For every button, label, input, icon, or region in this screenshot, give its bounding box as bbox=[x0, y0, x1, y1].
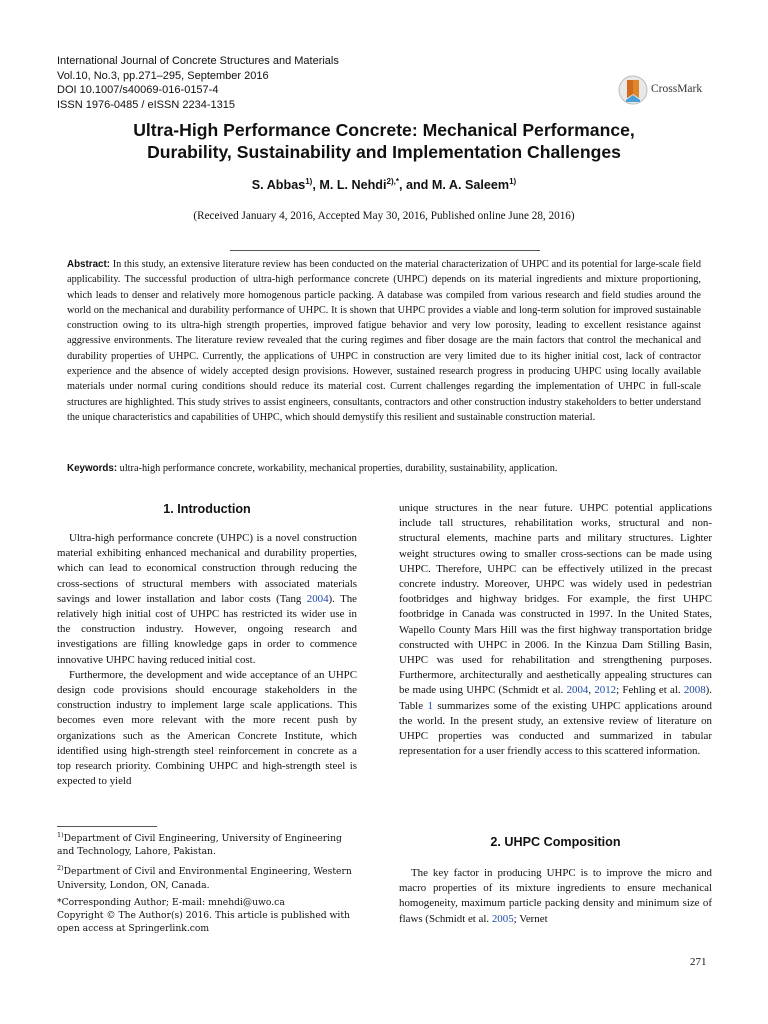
page-number: 271 bbox=[690, 956, 707, 968]
footnote-affiliation-1 bbox=[57, 829, 357, 858]
intro-p1-text-a: Ultra-high performance concrete (UHPC) is a novel construction material exhibiting enhanced mechanical and durability properties, which can lead to economical construction through reducing the cross-sections of structural members with associated materials savings and lower installation and labor costs (Tang bbox=[57, 532, 357, 605]
title-line-1: Ultra-High Performance Concrete: Mechanical Performance, bbox=[133, 120, 635, 140]
footnote-2-marker: 2) bbox=[57, 864, 64, 873]
intro-p3-text-a: unique structures in the near future. UHPC potential applications include tall structures, rehabilitation works, structural and non-structural elements, machine parts and military structures. Lighter weight structures owing to smaller cross-sections can be made using UHPC. Therefore, UHPC can be effectively utilized in the precast concrete industry. Moreover, UHPC was widely used in pedestrian footbridges and highway bridges. For example, the first UHPC footbridge in Canada was constructed in 1997. In the United States, Wapello County Mars Hill was the first highway transportation bridge constructed with UHPC in 2006. In the Kinzua Dam Stilling Basin, UHPC was used for rehabilitation and strengthening purposes. Furthermore, architecturally and aesthetically appealing structures can be made using UHPC (Schmidt et al. bbox=[399, 502, 712, 697]
journal-issn: ISSN 1976-0485 / eISSN 2234-1315 bbox=[57, 98, 235, 111]
author-saleem-affil: 1) bbox=[509, 177, 517, 186]
author-nehdi-affil: 2),* bbox=[386, 177, 399, 186]
intro-p3-text-mid: ; Fehling et al. bbox=[616, 684, 684, 697]
footnote-1-marker: 1) bbox=[57, 831, 64, 839]
intro-paragraph-3 bbox=[399, 501, 712, 759]
abstract bbox=[67, 257, 701, 425]
footnote-2-text: Department of Civil and Environmental Engineering, Western University, London, ON, Canada. bbox=[57, 866, 352, 891]
author-list bbox=[60, 177, 708, 192]
author-abbas-affil: 1) bbox=[305, 177, 313, 186]
footnote-copyright: Copyright © The Author(s) 2016. This article is published with open access at Springerlink.com bbox=[57, 910, 350, 935]
journal-name: International Journal of Concrete Structures and Materials bbox=[57, 55, 339, 67]
intro-p1-text-b: ). The relatively high initial cost of UHPC has restricted its wider use in the construction industry. However, ongoing research and investigations are filling knowledge gaps in order to commence innovative UHPC having reduced initial cost. bbox=[57, 592, 357, 666]
keywords bbox=[67, 461, 701, 476]
footnotes bbox=[57, 829, 357, 940]
citation-schmidt-2012[interactable]: 2012 bbox=[594, 684, 617, 697]
journal-info bbox=[57, 54, 339, 112]
intro-paragraph-2: Furthermore, the development and wide acceptance of an UHPC design code provisions should encourage stakeholders in the construction industry to implement large scale applications. This becomes even more relevant with the more recent push by organizations such as the American Concrete Institute, which identified using high-strength steel reinforcement in concrete as a top research priority. Combining UHPC and high-strength steel is expected to yield bbox=[57, 668, 357, 788]
author-saleem: M. A. Saleem bbox=[431, 178, 510, 193]
right-column bbox=[399, 501, 712, 759]
composition-p1-text-a: The key factor in producing UHPC is to improve the micro and macro properties of its mixture ingredients to ensure mechanical homogeneity, maximum particle packing density and minimum size of flaws (Schmidt et al. bbox=[399, 867, 712, 925]
received-dates: (Received January 4, 2016, Accepted May 30, 2016, Published online June 28, 2016) bbox=[193, 210, 575, 222]
crossmark-label: CrossMark bbox=[651, 83, 703, 95]
keywords-text: ultra-high performance concrete, workability, mechanical properties, durability, sustainability, application. bbox=[119, 463, 558, 474]
citation-schmidt-2004[interactable]: 2004 bbox=[566, 684, 589, 697]
journal-volume: Vol.10, No.3, pp.271–295, September 2016 bbox=[57, 69, 269, 82]
intro-p3-text-b: summarizes some of the existing UHPC applications around the world. In the present study, an extensive review of literature on UHPC properties was conducted and summarized in tabular representation for a user friendly access to this scattered information. bbox=[399, 699, 712, 758]
footnote-divider bbox=[57, 826, 157, 827]
crossmark-icon bbox=[618, 72, 648, 108]
composition-p1-text-b: ; Vernet bbox=[513, 912, 548, 925]
intro-p3-text-mid2: ). Table bbox=[399, 684, 712, 712]
citation-schmidt-2005[interactable]: 2005 bbox=[491, 912, 514, 925]
footnote-affiliation-2 bbox=[57, 862, 357, 891]
left-column bbox=[57, 531, 357, 789]
author-nehdi: M. L. Nehdi bbox=[319, 178, 387, 193]
citation-fehling-2008[interactable]: 2008 bbox=[683, 684, 706, 697]
table-1-link[interactable]: 1 bbox=[427, 699, 433, 712]
author-abbas: S. Abbas bbox=[251, 178, 306, 193]
section-heading-introduction: 1. Introduction bbox=[163, 502, 251, 516]
intro-paragraph-1 bbox=[57, 531, 357, 668]
author-separator-and: , and bbox=[398, 178, 432, 193]
composition-column bbox=[399, 866, 712, 927]
abstract-label: Abstract: bbox=[67, 259, 111, 270]
section-heading-uhpc-composition: 2. UHPC Composition bbox=[490, 835, 621, 849]
article-title bbox=[60, 120, 708, 163]
composition-paragraph-1 bbox=[399, 866, 712, 927]
abstract-divider bbox=[230, 250, 540, 251]
citation-tang-2004[interactable]: 2004 bbox=[306, 592, 329, 605]
abstract-text: In this study, an extensive literature review has been conducted on the material characterization of UHPC and its potential for large-scale field applicability. The successful production of ultra-high performance concrete (UHPC) depends on its material ingredients and mixture proportioning, which leads to denser and relatively more homogenous particle packing. A database was compiled from various research and field studies around the world on the mechanical and durability performance of UHPC. It is shown that UHPC provides a viable and long-term solution for improved sustainable construction owing to its ultra-high strength properties, improved fatigue behavior and very low porosity, leading to excellent resistance against aggressive environments. The literature review revealed that the curing regimes and fiber dosage are the main factors that control the mechanical and durability properties of UHPC. Currently, the applications of UHPC in construction are very limited due to its higher initial cost, lack of contractor experience and the absence of widely accepted design provisions. However, sustained research progress in producing UHPC using locally available materials under normal curing conditions should reduce its material cost. Current challenges regarding the implementation of UHPC in full-scale structures are highlighted. This study strives to assist engineers, consultants, contractors and other construction industry stakeholders to better understand the unique characteristics and capabilities of UHPC, which should demystify this resilient and sustainable construction material. bbox=[67, 259, 701, 423]
crossmark-badge[interactable] bbox=[618, 72, 718, 108]
title-line-2: Durability, Sustainability and Implementation Challenges bbox=[147, 141, 621, 162]
intro-p3-sep: , bbox=[588, 684, 595, 697]
journal-doi: DOI 10.1007/s40069-016-0157-4 bbox=[57, 84, 219, 97]
keywords-label: Keywords: bbox=[67, 463, 118, 474]
author-separator: , bbox=[312, 178, 320, 193]
footnote-1-text: Department of Civil Engineering, University of Engineering and Technology, Lahore, Pakistan. bbox=[57, 833, 342, 858]
footnote-corresponding-author: *Corresponding Author; E-mail: mnehdi@uwo.ca bbox=[57, 896, 285, 908]
